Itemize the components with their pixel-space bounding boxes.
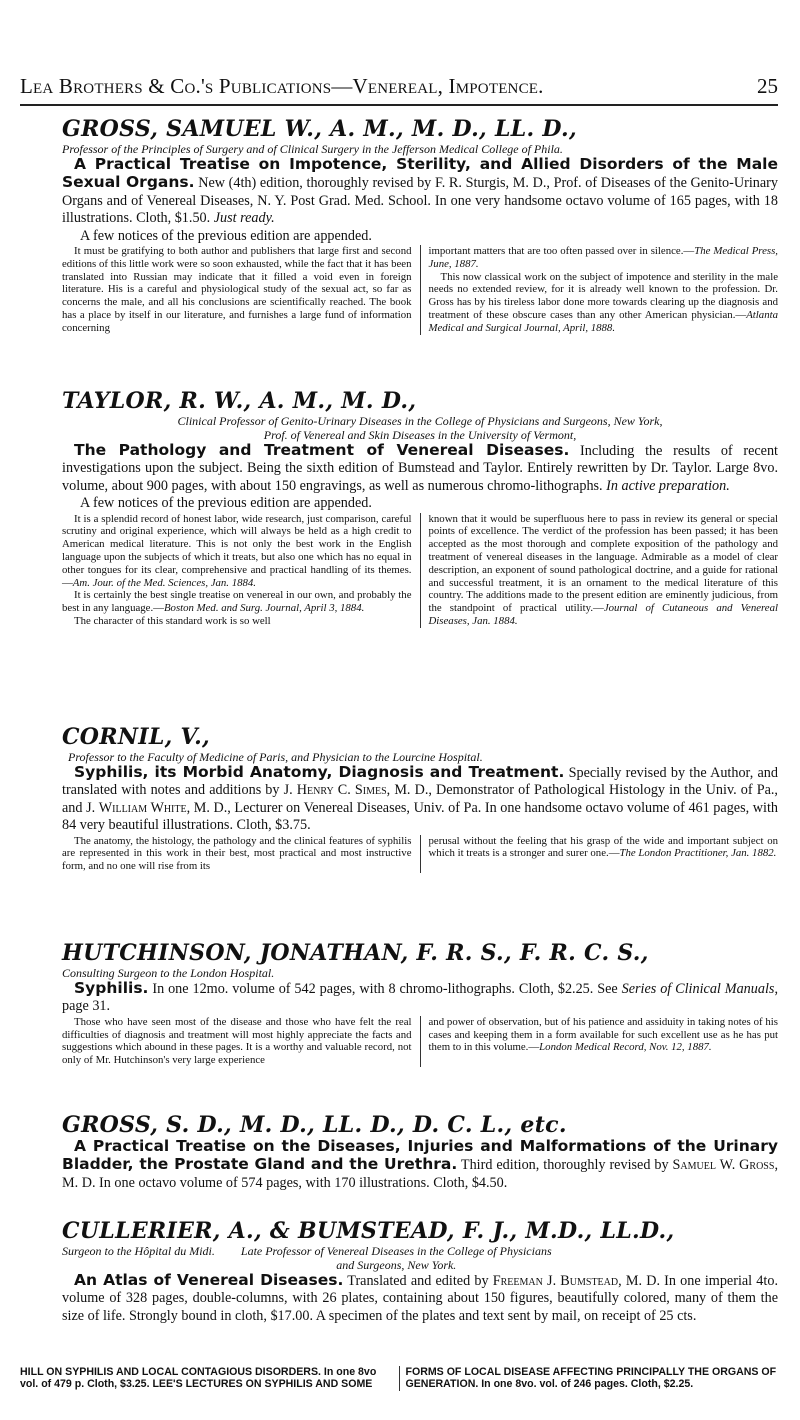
entry-taylor (62, 388, 778, 628)
book-title: A Practical Treatise on Impotence, Sterility, and Allied Disorders of the Male Sexual Organs. (62, 155, 778, 192)
entry-gross-samuel (62, 116, 778, 335)
entry-author: TAYLOR, R. W., A. M., M. D., (62, 388, 417, 414)
review-left: Those who have seen most of the disease and those who have felt the real difficulties of diagnosis and treatment will most highly appreciate the facts and suggestions which abound in these pages. It is a worthy and valuable record, not only of Mr. Hutchinson's very large experience (62, 1016, 421, 1067)
entry-description: An Atlas of Venereal Diseases. Translated and edited by Freeman J. Bumstead, M. D. In one imperial 4to. volume of 328 pages, double-columns, with 26 plates, containing about 150 figures, beautifully colored, many of them the size of life. Strongly bound in cloth, $17.00. A specimen of the plates and text sent by mail, on receipt of 25 cts. (62, 1271, 778, 1324)
footer-left: HILL ON SYPHILIS AND LOCAL CONTAGIOUS DISORDERS. In one 8vo vol. of 479 p. Cloth, $3.25. LEE'S LECTURES ON SYPHILIS AND SOME (20, 1366, 400, 1391)
review-right: perusal without the feeling that his grasp of the wide and important subject on which it treats is a stronger and surer one.—The London Practitioner, Jan. 1882. (428, 834, 778, 860)
footer-listing (20, 1366, 778, 1391)
entry-description: The Pathology and Treatment of Venereal Diseases. Including the results of recent investigations upon the subject. Being the sixth edition of Bumstead and Taylor. Entirely rewritten by Dr. Taylor. Large 8vo. volume, about 900 pages, with about 150 engravings, as well as numerous chromo-lithographs. In active preparation. (62, 441, 778, 494)
review-columns (62, 245, 778, 335)
book-title: An Atlas of Venereal Diseases. (74, 1271, 344, 1289)
entry-affiliation: Professor of the Principles of Surgery and of Clinical Surgery in the Jefferson Medical College of Phila. (62, 142, 563, 156)
review-columns (62, 513, 778, 628)
review-right: important matters that are too often passed over in silence.—The Medical Press, June, 1887. This now classical work on the subject of impotence and sterility in the male needs no extended review, for it is already well known to the profession. Dr. Gross has by his tireless labor done more towards clearing up the diagnosis and treatment of these obscure cases than any other American physician.—Atlanta Medical and Surgical Journal, April, 1888. (428, 245, 778, 334)
entry-author: GROSS, SAMUEL W., A. M., M. D., LL. D., (62, 116, 577, 142)
entry-author: GROSS, S. D., M. D., LL. D., D. C. L., etc. (62, 1112, 567, 1138)
entry-cornil (62, 724, 778, 873)
entry-affiliations: Surgeon to the Hôpital du Midi. Late Professor of Venereal Diseases in the College of Physicians and Surgeons, New York. (62, 1244, 552, 1272)
review-columns (62, 1016, 778, 1067)
review-left: It must be gratifying to both author and publishers that large first and second editions of this little work were so soon exhausted, while the fact that it has been translated into Russian may indicate that it filled a void even in foreign literature. His is a careful and physiological study of the sexual act, so far as concerns the male, and all his conclusions are scientifically reached. The book has a place by itself in our literature, and furnishes a large fund of information concerning (62, 245, 421, 335)
entry-affiliation-2: Prof. of Venereal and Skin Diseases in the University of Vermont, (263, 428, 577, 442)
header-rule (20, 104, 778, 106)
review-right: known that it would be superfluous here to pass in review its general or special points of excellence. The verdict of the profession has been passed; it has been accepted as the most thorough and complete exposition of the pathology and treatment of venereal diseases in the language. Admirable as a model of clear description, an exponent of sound pathological doctrine, and a guide for rational and successful treatment, it is an ornament to the medical literature of this country. The additions made to the present edition are eminently judicious, from the standpoint of practical utility.—Journal of Cutaneous and Venereal Diseases, Jan. 1884. (428, 512, 778, 627)
book-title: The Pathology and Treatment of Venereal Diseases. (74, 441, 570, 459)
series-link: Series of Clinical Manuals (621, 981, 775, 997)
page-number: 25 (757, 74, 778, 98)
availability-status: In active preparation. (606, 477, 730, 494)
running-head (20, 74, 778, 104)
entry-description: Syphilis. In one 12mo. volume of 542 pages, with 8 chromo-lithographs. Cloth, $2.25. See Series of Clinical Manuals, page 31. (62, 979, 778, 1015)
entry-hutchinson (62, 940, 778, 1067)
notices-intro: A few notices of the previous edition are appended. (80, 495, 372, 512)
book-title: A Practical Treatise on the Diseases, Injuries and Malformations of the Urinary Bladder, the Prostate Gland and the Urethra. (62, 1137, 778, 1174)
book-title: Syphilis. (74, 979, 149, 997)
entry-author: CULLERIER, A., & BUMSTEAD, F. J., M.D., LL.D., (62, 1218, 675, 1244)
entry-description: Syphilis, its Morbid Anatomy, Diagnosis and Treatment. Specially revised by the Author, and translated with notes and additions by J. Henry C. Simes, M. D., Demonstrator of Pathological Histology in the Univ. of Pa., and J. William White, M. D., Lecturer on Venereal Diseases, Univ. of Pa. In one handsome octavo volume of 461 pages, with 84 very beautiful illustrations. Cloth, $3.75. (62, 763, 778, 834)
entry-description: A Practical Treatise on Impotence, Sterility, and Allied Disorders of the Male Sexual Organs. New (4th) edition, thoroughly revised by F. R. Sturgis, M. D., Prof. of Diseases of the Genito-Urinary Organs and of Venereal Diseases, N. Y. Post Grad. Med. School. In one very handsome octavo volume of 165 pages, with 18 illustrations. Cloth, $1.50. Just ready. (62, 155, 778, 227)
book-title: Syphilis, its Morbid Anatomy, Diagnosis and Treatment. (74, 763, 565, 781)
entry-affiliation: Consulting Surgeon to the London Hospital. (62, 966, 275, 980)
entry-affiliation: Professor to the Faculty of Medicine of Paris, and Physician to the Lourcine Hospital. (68, 750, 483, 764)
entry-author: HUTCHINSON, JONATHAN, F. R. S., F. R. C. S., (62, 940, 649, 966)
availability-status: Just ready. (213, 210, 275, 227)
entry-cullerier-bumstead (62, 1218, 778, 1325)
entry-gross-sd (62, 1112, 778, 1192)
entry-author: CORNIL, V., (62, 724, 210, 750)
review-columns (62, 835, 778, 873)
entry-description: A Practical Treatise on the Diseases, Injuries and Malformations of the Urinary Bladder, the Prostate Gland and the Urethra. Third edition, thoroughly revised by Samuel W. Gross, M. D. In one octavo volume of 574 pages, with 170 illustrations. Cloth, $4.50. (62, 1137, 778, 1191)
review-left: The anatomy, the histology, the pathology and the clinical features of syphilis are represented in this work in their best, most practical and most instructive form, and no one will rise from its (62, 835, 421, 873)
review-right: and power of observation, but of his patience and assiduity in taking notes of his cases and keeping them in a form available for such excellent use as he has put them to in this volume.—London Medical Record, Nov. 12, 1887. (428, 1015, 778, 1054)
notices-intro: A few notices of the previous edition are appended. (80, 227, 372, 244)
entry-affiliation: Clinical Professor of Genito-Urinary Diseases in the College of Physicians and Surgeons, New York, (177, 414, 663, 428)
footer-right: FORMS OF LOCAL DISEASE AFFECTING PRINCIPALLY THE ORGANS OF GENERATION. In one 8vo. vol. of 246 pages. Cloth, $2.25. (405, 1366, 777, 1391)
review-left: It is a splendid record of honest labor, wide research, just comparison, careful scrutiny and original experience, which will always be held as a high credit to American medical literature. This is not only the best work in the English language upon the subjects of which it treats, but also one which has no equal in other tongues for its clear, comprehensive and practical handling of its themes.—Am. Jour. of the Med. Sciences, Jan. 1884. It is certainly the best single treatise on venereal in our own, and probably the best in any language.—Boston Med. and Surg. Journal, April 3, 1884. The character of this standard work is so well (62, 513, 421, 628)
running-head-title: Lea Brothers & Co.'s Publications—Venereal, Impotence. (20, 74, 544, 98)
